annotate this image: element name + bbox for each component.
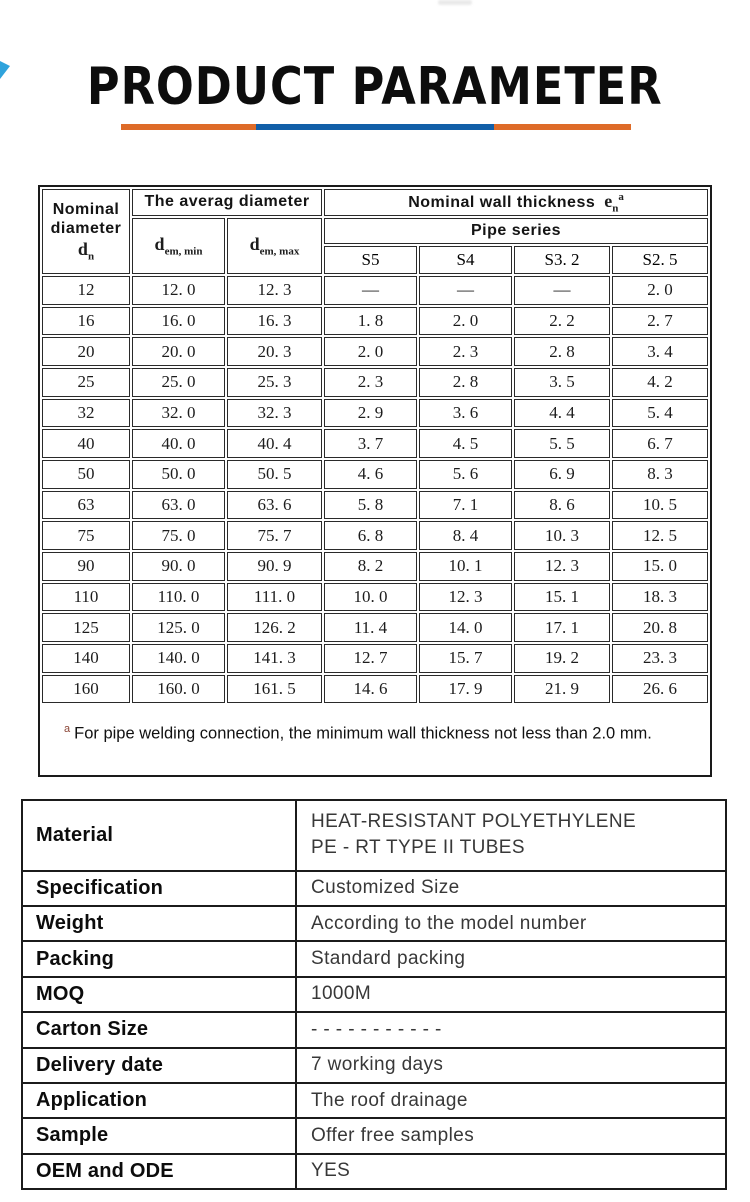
info-value xyxy=(296,1118,726,1153)
spec-cell: 4. 2 xyxy=(612,368,708,397)
spec-cell: 63 xyxy=(42,491,130,520)
info-label: Packing xyxy=(22,941,296,976)
info-value xyxy=(296,1048,726,1083)
spec-table-body xyxy=(42,276,708,703)
underline-orange-right xyxy=(494,124,631,130)
header-dem-min: $d_{em, min}$ xyxy=(132,218,225,274)
header-pipe-series: Pipe series xyxy=(324,218,708,244)
info-value xyxy=(296,871,726,906)
spec-cell: 16 xyxy=(42,307,130,336)
title-area xyxy=(0,56,750,117)
spec-cell: 14. 6 xyxy=(324,675,417,704)
spec-cell: 12. 0 xyxy=(132,276,225,305)
spec-cell: 26. 6 xyxy=(612,675,708,704)
info-label: Weight xyxy=(22,906,296,941)
spec-cell: 3. 4 xyxy=(612,337,708,366)
header-wall-thickness xyxy=(324,189,708,216)
spec-cell: 17. 9 xyxy=(419,675,512,704)
spec-cell: 40. 4 xyxy=(227,429,322,458)
info-table xyxy=(21,799,727,1190)
info-label: OEM and ODE xyxy=(22,1154,296,1189)
spec-cell: 2. 9 xyxy=(324,399,417,428)
info-value xyxy=(296,1012,726,1047)
spec-cell: 25 xyxy=(42,368,130,397)
spec-cell: 2. 2 xyxy=(514,307,610,336)
spec-cell: 32 xyxy=(42,399,130,428)
spec-cell: 5. 4 xyxy=(612,399,708,428)
spec-cell: 8. 2 xyxy=(324,552,417,581)
info-value xyxy=(296,800,726,871)
info-table-row xyxy=(22,800,726,871)
footnote-text: For pipe welding connection, the minimum wall thickness not less than 2.0 mm. xyxy=(74,724,652,743)
spec-table-row xyxy=(42,307,708,336)
info-table-row xyxy=(22,1118,726,1153)
info-label: Material xyxy=(22,800,296,871)
spec-table-row xyxy=(42,521,708,550)
spec-cell: 17. 1 xyxy=(514,613,610,642)
header-series-s3-2: S3. 2 xyxy=(514,246,610,274)
info-value-line: Customized Size xyxy=(311,877,460,899)
spec-cell: 15. 0 xyxy=(612,552,708,581)
info-value-line: HEAT-RESISTANT POLYETHYLENE xyxy=(311,811,637,833)
spec-cell: 12. 3 xyxy=(514,552,610,581)
spec-cell: 5. 6 xyxy=(419,460,512,489)
spec-cell: 125. 0 xyxy=(132,613,225,642)
spec-cell: 5. 5 xyxy=(514,429,610,458)
spec-cell: 8. 4 xyxy=(419,521,512,550)
header-wall-thickness-label: Nominal wall thickness xyxy=(408,193,596,211)
spec-cell: 90. 9 xyxy=(227,552,322,581)
footnote-marker: a xyxy=(64,722,71,735)
spec-cell: — xyxy=(419,276,512,305)
spec-cell: 4. 6 xyxy=(324,460,417,489)
spec-cell: 110. 0 xyxy=(132,583,225,612)
spec-cell: 125 xyxy=(42,613,130,642)
spec-cell: 18. 3 xyxy=(612,583,708,612)
scan-artifact-smudge xyxy=(438,0,472,5)
spec-table-row xyxy=(42,491,708,520)
spec-cell: 141. 3 xyxy=(227,644,322,673)
spec-cell: 4. 4 xyxy=(514,399,610,428)
spec-cell: — xyxy=(324,276,417,305)
underline-orange-left xyxy=(121,124,256,130)
spec-cell: 32. 0 xyxy=(132,399,225,428)
info-table-row xyxy=(22,1083,726,1118)
spec-cell: 6. 9 xyxy=(514,460,610,489)
footnote-row xyxy=(42,705,708,773)
spec-cell: 25. 0 xyxy=(132,368,225,397)
spec-table-row xyxy=(42,552,708,581)
spec-table-row xyxy=(42,644,708,673)
page-title: PRODUCT PARAMETER xyxy=(87,56,663,117)
info-value xyxy=(296,1083,726,1118)
spec-cell: 19. 2 xyxy=(514,644,610,673)
spec-cell: 20. 8 xyxy=(612,613,708,642)
spec-cell: 16. 3 xyxy=(227,307,322,336)
spec-cell: 20. 0 xyxy=(132,337,225,366)
spec-cell: 20 xyxy=(42,337,130,366)
info-table-body xyxy=(22,800,726,1189)
spec-cell: 5. 8 xyxy=(324,491,417,520)
spec-table-row xyxy=(42,399,708,428)
spec-table-row xyxy=(42,337,708,366)
spec-table-row xyxy=(42,460,708,489)
header-dem-max: $d_{em, max}$ xyxy=(227,218,322,274)
spec-cell: 20. 3 xyxy=(227,337,322,366)
title-underline xyxy=(121,124,631,130)
info-table-row xyxy=(22,1012,726,1047)
spec-cell: 126. 2 xyxy=(227,613,322,642)
spec-table-row xyxy=(42,675,708,704)
header-average-diameter: The averag diameter xyxy=(132,189,322,216)
spec-cell: — xyxy=(514,276,610,305)
spec-cell: 14. 0 xyxy=(419,613,512,642)
spec-cell: 2. 0 xyxy=(324,337,417,366)
spec-table-header xyxy=(42,189,708,274)
spec-cell: 1. 8 xyxy=(324,307,417,336)
spec-cell: 50. 0 xyxy=(132,460,225,489)
spec-cell: 7. 1 xyxy=(419,491,512,520)
info-label: Application xyxy=(22,1083,296,1118)
spec-cell: 10. 1 xyxy=(419,552,512,581)
info-value-line: PE - RT TYPE II TUBES xyxy=(311,837,525,859)
info-table-row xyxy=(22,1048,726,1083)
spec-table-row xyxy=(42,583,708,612)
spec-cell: 10. 5 xyxy=(612,491,708,520)
table-footnote xyxy=(42,705,708,773)
info-label: Sample xyxy=(22,1118,296,1153)
spec-cell: 160 xyxy=(42,675,130,704)
spec-cell: 12. 3 xyxy=(419,583,512,612)
info-label: MOQ xyxy=(22,977,296,1012)
spec-cell: 15. 7 xyxy=(419,644,512,673)
spec-cell: 40. 0 xyxy=(132,429,225,458)
info-label: Delivery date xyxy=(22,1048,296,1083)
spec-table-row xyxy=(42,613,708,642)
spec-cell: 15. 1 xyxy=(514,583,610,612)
spec-cell: 12. 5 xyxy=(612,521,708,550)
header-nominal-diameter-label: Nominal diameter xyxy=(50,200,122,237)
spec-cell: 2. 0 xyxy=(419,307,512,336)
info-value-line: Standard packing xyxy=(311,948,466,970)
spec-cell: 40 xyxy=(42,429,130,458)
spec-cell: 3. 5 xyxy=(514,368,610,397)
header-series-s2-5: S2. 5 xyxy=(612,246,708,274)
info-table-row xyxy=(22,1154,726,1189)
spec-table-row xyxy=(42,276,708,305)
spec-cell: 2. 8 xyxy=(419,368,512,397)
spec-cell: 50. 5 xyxy=(227,460,322,489)
spec-cell: 63. 0 xyxy=(132,491,225,520)
info-table-row xyxy=(22,871,726,906)
spec-cell: 2. 3 xyxy=(324,368,417,397)
spec-cell: 140. 0 xyxy=(132,644,225,673)
info-value-line: 1000M xyxy=(311,983,372,1005)
header-series-s4: S4 xyxy=(419,246,512,274)
spec-cell: 140 xyxy=(42,644,130,673)
spec-cell: 16. 0 xyxy=(132,307,225,336)
spec-table xyxy=(38,185,712,777)
spec-cell: 75 xyxy=(42,521,130,550)
spec-cell: 32. 3 xyxy=(227,399,322,428)
spec-cell: 10. 3 xyxy=(514,521,610,550)
spec-cell: 110 xyxy=(42,583,130,612)
spec-cell: 161. 5 xyxy=(227,675,322,704)
spec-cell: 8. 6 xyxy=(514,491,610,520)
spec-cell: 2. 8 xyxy=(514,337,610,366)
spec-cell: 25. 3 xyxy=(227,368,322,397)
spec-cell: 8. 3 xyxy=(612,460,708,489)
spec-cell: 6. 8 xyxy=(324,521,417,550)
spec-cell: 2. 7 xyxy=(612,307,708,336)
spec-cell: 2. 3 xyxy=(419,337,512,366)
header-en-symbol: $e_n^a$ xyxy=(604,190,624,215)
info-table-row xyxy=(22,906,726,941)
spec-cell: 63. 6 xyxy=(227,491,322,520)
info-value xyxy=(296,941,726,976)
info-value-line: 7 working days xyxy=(311,1054,444,1076)
spec-cell: 4. 5 xyxy=(419,429,512,458)
spec-cell: 21. 9 xyxy=(514,675,610,704)
spec-cell: 12. 7 xyxy=(324,644,417,673)
spec-cell: 3. 7 xyxy=(324,429,417,458)
spec-cell: 3. 6 xyxy=(419,399,512,428)
spec-cell: 23. 3 xyxy=(612,644,708,673)
spec-cell: 160. 0 xyxy=(132,675,225,704)
info-value-line: The roof drainage xyxy=(311,1089,468,1111)
header-nominal-diameter xyxy=(42,189,130,274)
info-value xyxy=(296,1154,726,1189)
info-table-row xyxy=(22,941,726,976)
spec-cell: 12. 3 xyxy=(227,276,322,305)
spec-cell: 75. 0 xyxy=(132,521,225,550)
info-label: Specification xyxy=(22,871,296,906)
info-value xyxy=(296,977,726,1012)
info-value-line: - - - - - - - - - - - xyxy=(311,1018,442,1040)
spec-cell: 10. 0 xyxy=(324,583,417,612)
spec-cell: 90 xyxy=(42,552,130,581)
header-series-s5: S5 xyxy=(324,246,417,274)
info-label: Carton Size xyxy=(22,1012,296,1047)
spec-cell: 11. 4 xyxy=(324,613,417,642)
info-value-line: According to the model number xyxy=(311,912,587,934)
info-value xyxy=(296,906,726,941)
spec-cell: 50 xyxy=(42,460,130,489)
spec-cell: 75. 7 xyxy=(227,521,322,550)
spec-table-row xyxy=(42,429,708,458)
spec-cell: 12 xyxy=(42,276,130,305)
spec-cell: 90. 0 xyxy=(132,552,225,581)
spec-cell: 2. 0 xyxy=(612,276,708,305)
spec-cell: 111. 0 xyxy=(227,583,322,612)
info-table-row xyxy=(22,977,726,1012)
spec-cell: 6. 7 xyxy=(612,429,708,458)
spec-table-row xyxy=(42,368,708,397)
info-value-line: Offer free samples xyxy=(311,1124,475,1146)
underline-blue-center xyxy=(256,124,494,130)
info-value-line: YES xyxy=(311,1160,351,1182)
header-dn-symbol: $d_n$ xyxy=(77,238,95,263)
